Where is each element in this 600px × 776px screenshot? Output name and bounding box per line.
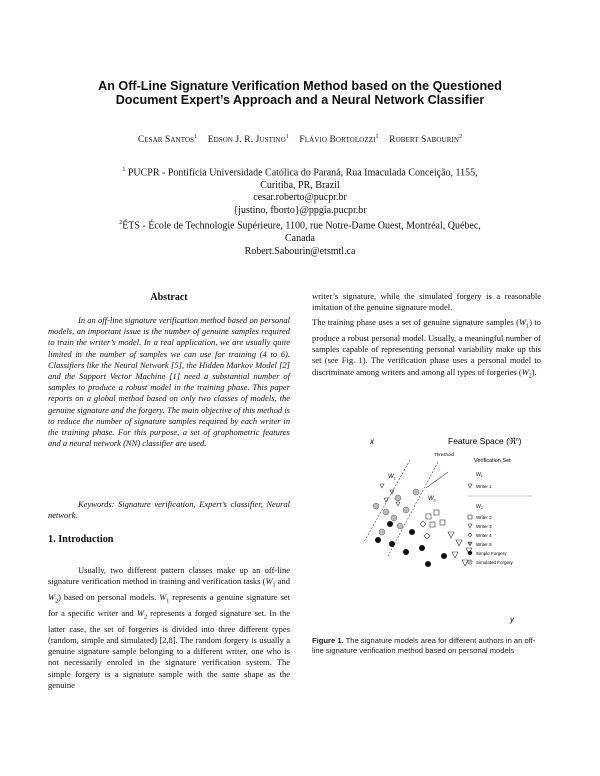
- abstract-body: In an off-line signature verification method based on personal models, an important issue is the number of genuine samples required to train the writer’s model. In a real application, we are usually quite limited in the number of samples we can use for training (4 to 6). Classifiers like the Neural Network [5], the Hidden Markov Model [2] and the Support Vector Machine [1] need a substantial number of samples to produce a robust model in the training phase. This paper reports on a global method based on only two classes of models, the genuine signature and the forgery. The main objective of this method is to reduce the number of signature samples required by each writer in the training phase. For this purpose, a set of graphometric features and a neural network (NN) classifier are used.: [48, 315, 290, 449]
- sample-mark: [441, 553, 447, 559]
- affil-line-2: Curitiba, PR, Brazil: [260, 179, 340, 191]
- sample-mark: [403, 549, 409, 555]
- sample-mark: [409, 529, 415, 535]
- w1-region-label: $W_1$: [388, 474, 396, 481]
- threshold-pointer: [426, 472, 448, 488]
- sample-mark: [420, 521, 426, 527]
- sample-mark: [379, 529, 385, 535]
- affil-line-5: $^2$ÉTS - École de Technologie Supérieure, 1100, rue Notre-Dame Ouest, Montréal, Québec,: [119, 220, 481, 232]
- sample-mark: [424, 533, 430, 539]
- sample-mark: [397, 523, 403, 529]
- right-paragraph-2: The training phase uses a set of genuine signature samples $(W_1)$ to produce a robust personal model. Usually, a meaningful number of samples capable of representing personal variability make up this set (see Fig. 1). The verification phase uses a personal model to discriminate among writers and among all types of forgeries $(W_2)$.: [312, 317, 541, 380]
- sample-mark: [389, 541, 395, 547]
- legend-title: Verification Set: [474, 458, 511, 464]
- x-axis-label: x: [370, 437, 374, 446]
- sample-mark: [456, 540, 462, 546]
- legend-w2: $W_2$: [476, 504, 483, 510]
- author-1: Cesar Santos$^1$: [137, 134, 198, 146]
- sample-mark: [419, 545, 425, 551]
- legend-writer4-symbol: [468, 533, 472, 537]
- sample-mark: [425, 561, 431, 567]
- legend-item: Writer 2: [476, 515, 492, 520]
- author-list: [60, 134, 540, 145]
- affil-email-3: Robert.Sabourin@etsmtl.ca: [244, 245, 356, 257]
- threshold-label: Threshold: [434, 452, 455, 457]
- legend-simple-forgery-symbol: [468, 551, 472, 555]
- affiliations: [90, 164, 510, 258]
- intro-paragraph: Usually, two different pattern classes make up an off-line signature verification method in training and verification tasks ($W_1$ and $W_2$) based on personal models. $W_1$ represents a genuine signature set for a specific writer and $W_2$ represents a forged signature set. In the latter case, the set of forgeries is divided into three different types (random, simple and simulated) [2,8]. The random forgery is usually a genuine signature sample belonging to a different writer, one who is not necessarily enroled in the signature verification system. The simple forgery is a signature sample with the same shape as the genuine: [48, 565, 290, 690]
- simple-forgery-samples: [375, 521, 447, 567]
- legend-item: Writer 3: [476, 524, 492, 529]
- affil-email-1: cesar.roberto@pucpr.br: [253, 192, 347, 204]
- affil-email-2: {justino, fborto}@ppgia.pucpr.br: [233, 204, 367, 216]
- sample-mark: [395, 495, 401, 501]
- simulated-forgery-samples: [373, 489, 419, 535]
- legend-item: Writer 4: [476, 533, 492, 538]
- abstract-heading: Abstract: [150, 292, 188, 303]
- sample-mark: [373, 503, 379, 509]
- sample-mark: [391, 515, 397, 521]
- title-line-1: An Off-Line Signature Verification Method based on the Questioned: [98, 79, 502, 93]
- keywords: Keywords: Signature verification, Expert’s classifier, Neural network.: [48, 499, 290, 521]
- feature-space-title: Feature Space (ℜ$^n$): [448, 436, 522, 446]
- affil-line-6: Canada: [285, 233, 315, 245]
- sample-mark: [434, 510, 439, 515]
- legend-writer1-label: Writer 1: [476, 484, 492, 489]
- sample-mark: [448, 532, 454, 538]
- legend-writer1-symbol: [468, 484, 472, 488]
- feature-space-figure: [362, 432, 542, 624]
- section-heading-introduction: 1. Introduction: [48, 534, 114, 545]
- author-3: Flávio Bortolozzi$^1$: [299, 134, 379, 146]
- sample-mark: [440, 520, 445, 525]
- legend-item: Writer 5: [476, 542, 492, 547]
- sample-mark: [430, 522, 435, 527]
- legend-writer3-symbol: [468, 524, 472, 528]
- sample-mark: [452, 552, 458, 558]
- y-axis-label: y: [510, 615, 514, 624]
- right-paragraph-1: writer’s signature, while the simulated forgery is a reasonable imitation of the genuine signature model.: [312, 291, 541, 313]
- figure-caption: Figure 1. The signature models area for different authors in an off-line signature verification method based on personal models: [312, 636, 536, 655]
- affil-line-1: $^1$ PUCPR - Pontifícia Universidade Católica do Paraná, Rua Imaculada Conceição, 1155,: [122, 167, 478, 179]
- w2-region-label: $W_2$: [428, 496, 436, 503]
- sample-mark: [375, 537, 381, 543]
- paper-title: [60, 79, 540, 107]
- legend-item: Simple Forgery: [476, 551, 507, 556]
- sample-mark: [380, 484, 384, 488]
- legend-writer2-symbol: [468, 515, 472, 519]
- sample-mark: [426, 514, 431, 519]
- sample-mark: [403, 507, 409, 513]
- sample-mark: [383, 509, 389, 515]
- legend-w1: $W_1$: [476, 472, 483, 478]
- title-line-2: Document Expert’s Approach and a Neural Network Classifier: [115, 93, 485, 107]
- sample-mark: [396, 502, 400, 506]
- author-4: Robert Sabourin$^2$: [389, 134, 463, 146]
- legend-item: Simulated Forgery: [476, 560, 513, 565]
- sample-mark: [462, 560, 468, 566]
- legend-simulated-forgery-symbol: [468, 560, 472, 564]
- legend-writer5-symbol: [468, 542, 472, 546]
- sample-mark: [413, 489, 419, 495]
- threshold-line-1: [364, 460, 410, 542]
- author-2: Edson J. R. Justino$^1$: [207, 134, 289, 146]
- sample-mark: [387, 521, 393, 527]
